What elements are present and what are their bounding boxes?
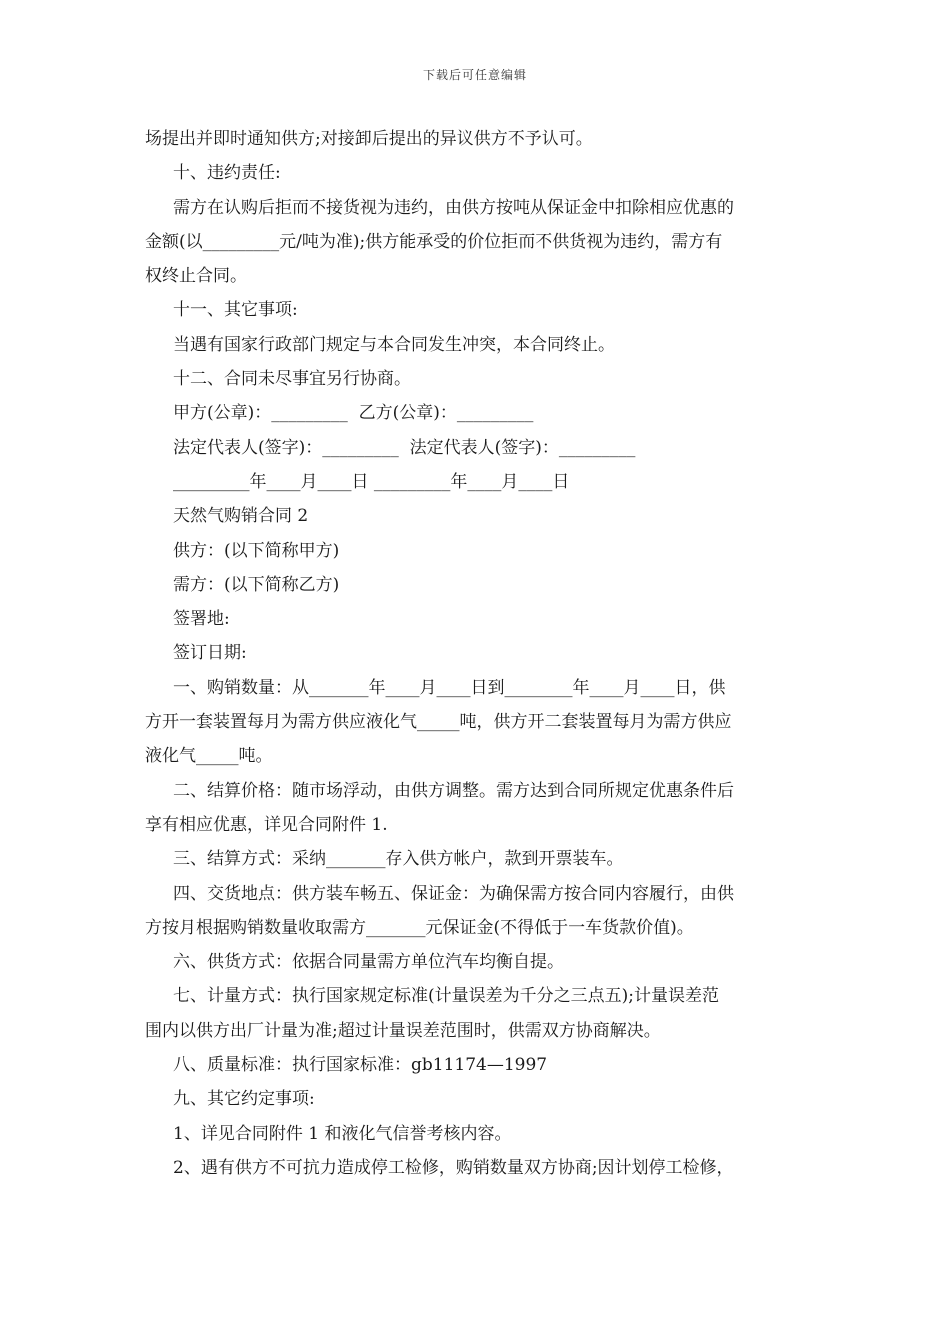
page-header: 下载后可任意编辑 bbox=[422, 68, 527, 82]
document-line: 一、购销数量：从_______年____月____日到________年____月____日，供 bbox=[173, 677, 726, 698]
document-line: 十一、其它事项: bbox=[173, 300, 298, 321]
document-line: 签订日期: bbox=[173, 643, 247, 664]
document-body bbox=[145, 122, 810, 1185]
document-line: 十、违约责任: bbox=[173, 163, 281, 184]
document-line: 六、供货方式：依据合同量需方单位汽车均衡自提。 bbox=[173, 952, 564, 973]
document-line: 二、结算价格：随市场浮动，由供方调整。需方达到合同所规定优惠条件后 bbox=[173, 780, 734, 801]
document-line: 方按月根据购销数量收取需方_______元保证金(不得低于一车货款价值)。 bbox=[145, 917, 694, 938]
document-line: 八、质量标准：执行国家标准：gb11174—1997 bbox=[173, 1055, 548, 1076]
document-line: 方开一套装置每月为需方供应液化气_____吨，供方开二套装置每月为需方供应 bbox=[145, 712, 732, 733]
document-line: 甲方(公章)：_________ 乙方(公章)：_________ bbox=[173, 403, 534, 424]
document-line: 液化气_____吨。 bbox=[145, 746, 273, 767]
document-line: 权终止合同。 bbox=[145, 266, 247, 287]
document-line: 供方：(以下简称甲方) bbox=[173, 540, 340, 561]
document-line: 十二、合同未尽事宜另行协商。 bbox=[173, 369, 411, 390]
document-line: 1、详见合同附件 1 和液化气信誉考核内容。 bbox=[173, 1123, 512, 1144]
document-line: 2、遇有供方不可抗力造成停工检修，购销数量双方协商;因计划停工检修， bbox=[173, 1157, 734, 1178]
document-line: 天然气购销合同 2 bbox=[173, 506, 309, 527]
document-line: 签署地: bbox=[173, 609, 230, 630]
document-line: _________年____月____日 _________年____月____日 bbox=[173, 471, 570, 492]
document-line: 法定代表人(签字)：_________ 法定代表人(签字)：_________ bbox=[173, 437, 636, 458]
document-line: 场提出并即时通知供方;对接卸后提出的异议供方不予认可。 bbox=[145, 129, 593, 149]
document-line: 当遇有国家行政部门规定与本合同发生冲突，本合同终止。 bbox=[173, 334, 615, 355]
document-line: 需方在认购后拒而不接货视为违约，由供方按吨从保证金中扣除相应优惠的 bbox=[173, 197, 734, 218]
document-line: 三、结算方式：采纳_______存入供方帐户，款到开票装车。 bbox=[173, 849, 624, 870]
document-line: 需方：(以下简称乙方) bbox=[173, 574, 340, 595]
document-line: 享有相应优惠，详见合同附件 1. bbox=[145, 814, 388, 835]
document-line: 金额(以_________元/吨为准);供方能承受的价位拒而不供货视为违约，需方有 bbox=[145, 231, 723, 252]
document-line: 围内以供方出厂计量为准;超过计量误差范围时，供需双方协商解决。 bbox=[145, 1020, 661, 1041]
document-line: 七、计量方式：执行国家规定标准(计量误差为千分之三点五);计量误差范 bbox=[173, 986, 719, 1007]
document-line: 四、交货地点：供方装车畅五、保证金：为确保需方按合同内容履行，由供 bbox=[173, 883, 734, 904]
document-line: 九、其它约定事项: bbox=[173, 1089, 315, 1110]
